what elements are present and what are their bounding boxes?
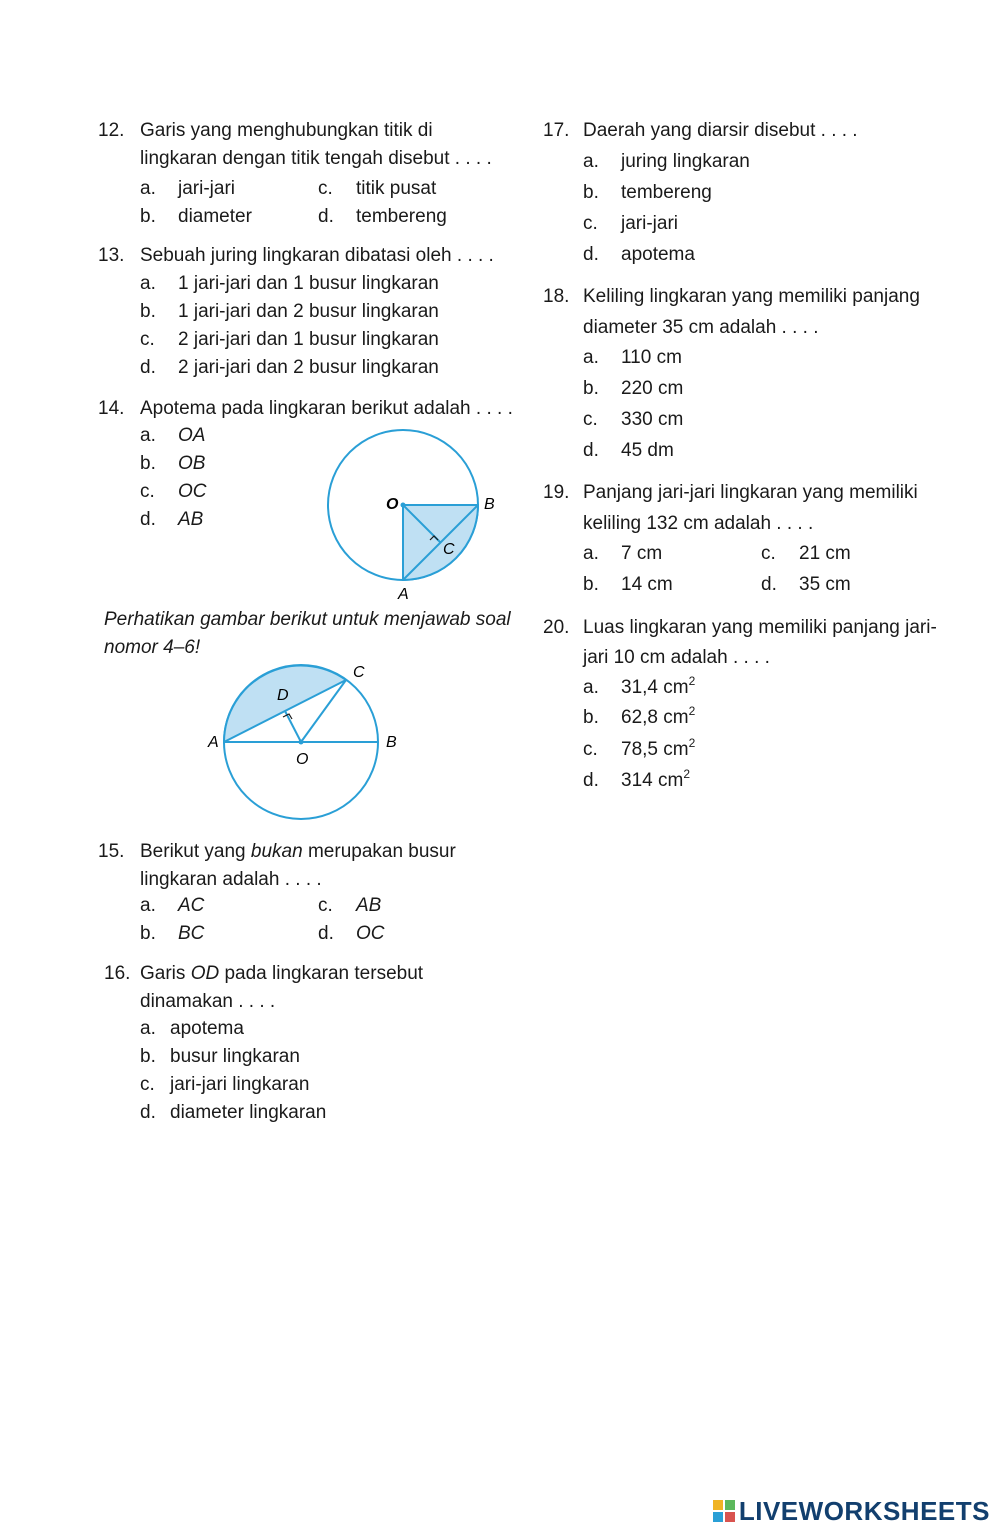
option-a[interactable]: a. jari-jari <box>140 178 235 199</box>
question-number: 20. <box>543 617 570 638</box>
label-o: O <box>296 751 309 768</box>
question-number: 19. <box>543 482 570 503</box>
option-d[interactable]: d. diameter lingkaran <box>140 1102 327 1123</box>
liveworksheets-icon <box>713 1500 735 1522</box>
option-a[interactable]: a. 1 jari-jari dan 1 busur lingkaran <box>140 273 439 294</box>
option-d[interactable]: d. tembereng <box>318 206 447 227</box>
option-d[interactable]: d. 45 dm <box>583 440 674 461</box>
question-text: Luas lingkaran yang memiliki panjang jari- <box>583 617 937 638</box>
question-text: Apotema pada lingkaran berikut adalah . . . . <box>140 398 513 419</box>
option-b[interactable]: b. 62,8 $cm^2$ <box>583 703 696 728</box>
label-a: A <box>208 734 219 751</box>
question-text: jari 10 cm adalah . . . . <box>583 647 770 668</box>
question-text: lingkaran adalah . . . . <box>140 869 322 890</box>
option-a[interactable]: a. 110 cm <box>583 347 682 368</box>
question-text: Sebuah juring lingkaran dibatasi oleh . . . . <box>140 245 494 266</box>
brand-text: LIVEWORKSHEETS <box>738 1496 990 1526</box>
label-b: B <box>386 734 397 751</box>
question-13 <box>98 242 528 272</box>
question-20 <box>543 614 963 674</box>
option-c[interactable]: c. OC <box>140 481 207 502</box>
label-a: A <box>398 586 409 603</box>
question-number: 13. <box>98 245 125 266</box>
question-text: Daerah yang diarsir disebut . . . . <box>583 120 858 141</box>
question-text: diameter 35 cm adalah . . . . <box>583 317 819 338</box>
question-18 <box>543 283 963 343</box>
option-b[interactable]: b. BC <box>140 923 205 944</box>
option-a[interactable]: a. juring lingkaran <box>583 151 750 172</box>
question-number: 12. <box>98 120 125 141</box>
question-number: 16. <box>104 963 131 984</box>
question-12 <box>98 117 528 177</box>
option-c[interactable]: c. AB <box>318 895 382 916</box>
option-d[interactable]: d. 2 jari-jari dan 2 busur lingkaran <box>140 357 439 378</box>
option-b[interactable]: b. 220 cm <box>583 378 684 399</box>
option-c[interactable]: c. jari-jari <box>583 213 678 234</box>
question-17 <box>543 117 963 147</box>
option-d[interactable]: d. apotema <box>583 244 695 265</box>
option-b[interactable]: b. 1 jari-jari dan 2 busur lingkaran <box>140 301 439 322</box>
question-text: Panjang jari-jari lingkaran yang memiliki <box>583 482 918 503</box>
option-d[interactable]: d. OC <box>318 923 385 944</box>
question-number: 17. <box>543 120 570 141</box>
line-od <box>285 711 301 742</box>
center-point <box>401 503 406 508</box>
segment-circle-figure <box>200 655 405 820</box>
option-d[interactable]: d. 35 cm <box>761 574 851 595</box>
option-b[interactable]: b. busur lingkaran <box>140 1046 300 1067</box>
question-text: Berikut yang bukan merupakan busur <box>140 841 456 862</box>
option-b[interactable]: b. tembereng <box>583 182 712 203</box>
option-a[interactable]: a. apotema <box>140 1018 244 1039</box>
question-number: 15. <box>98 841 125 862</box>
option-c[interactable]: c. titik pusat <box>318 178 437 199</box>
question-text: keliling 132 cm adalah . . . . <box>583 513 814 534</box>
option-c[interactable]: c. 330 cm <box>583 409 684 430</box>
label-c: C <box>353 664 365 681</box>
question-number: 14. <box>98 398 125 419</box>
question-text: lingkaran dengan titik tengah disebut . . . . <box>140 148 492 169</box>
question-text: dinamakan . . . . <box>140 991 276 1012</box>
option-b[interactable]: b. diameter <box>140 206 252 227</box>
option-a[interactable]: a. 7 cm <box>583 543 663 564</box>
instruction-line: Perhatikan gambar berikut untuk menjawab soal <box>104 609 511 630</box>
option-c[interactable]: c. 21 cm <box>761 543 851 564</box>
liveworksheets-logo <box>713 1496 990 1527</box>
question-text: Garis yang menghubungkan titik di <box>140 120 433 141</box>
center-point <box>299 740 304 745</box>
option-a[interactable]: a. 31,4 $cm^2$ <box>583 673 696 698</box>
apothem-circle-figure <box>322 420 512 605</box>
question-text: Keliling lingkaran yang memiliki panjang <box>583 286 920 307</box>
option-b[interactable]: b. OB <box>140 453 206 474</box>
question-19 <box>543 479 963 539</box>
question-15 <box>98 838 528 898</box>
option-d[interactable]: d. 314 $cm^2$ <box>583 766 690 791</box>
label-c: C <box>443 541 455 558</box>
option-a[interactable]: a. OA <box>140 425 206 446</box>
question-text: Garis OD pada lingkaran tersebut <box>140 963 424 984</box>
instruction-line: nomor 4–6! <box>104 637 201 658</box>
option-c[interactable]: c. 78,5 $cm^2$ <box>583 735 696 760</box>
question-16 <box>104 960 534 1020</box>
option-b[interactable]: b. 14 cm <box>583 574 673 595</box>
label-d: D <box>277 687 289 704</box>
question-number: 18. <box>543 286 570 307</box>
option-c[interactable]: c. 2 jari-jari dan 1 busur lingkaran <box>140 329 439 350</box>
option-a[interactable]: a. AC <box>140 895 205 916</box>
label-b: B <box>484 496 495 513</box>
option-c[interactable]: c. jari-jari lingkaran <box>140 1074 310 1095</box>
option-d[interactable]: d. AB <box>140 509 204 530</box>
label-o: O <box>386 496 399 513</box>
